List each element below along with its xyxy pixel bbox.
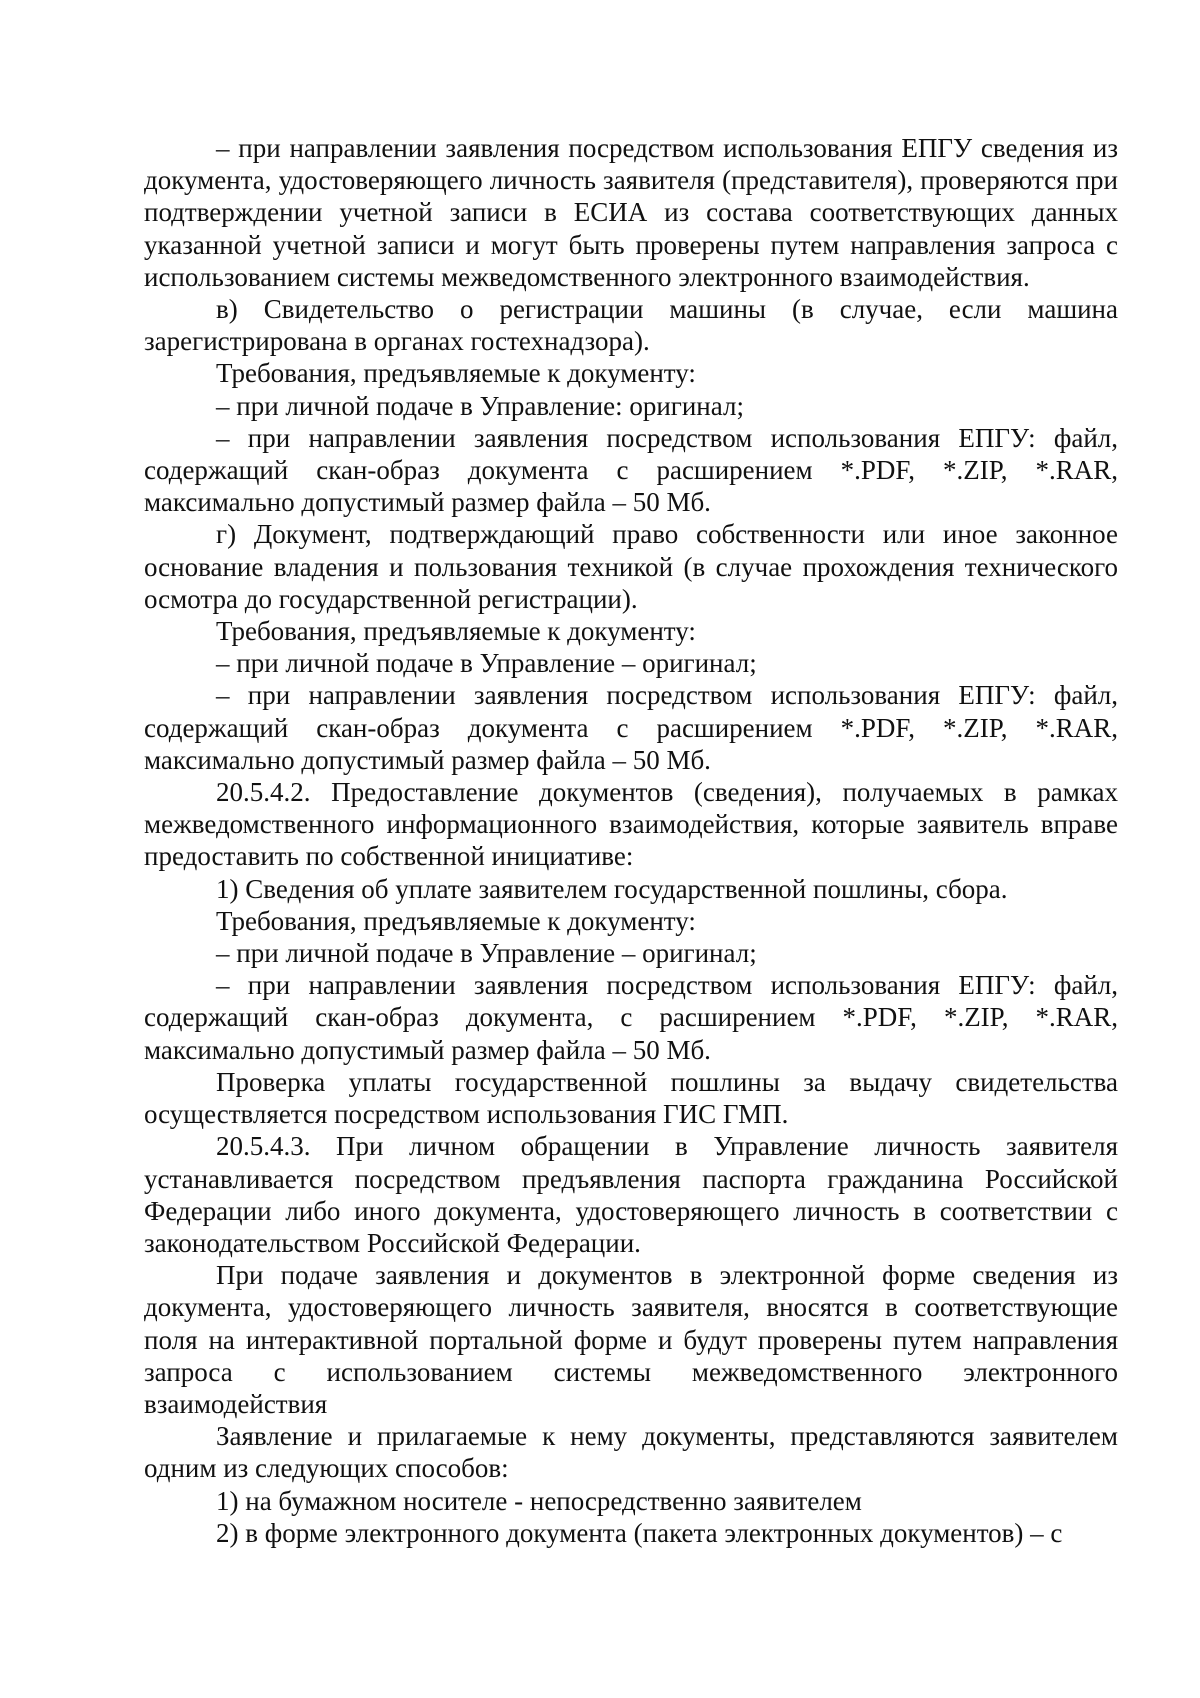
- paragraph-epgu-file-requirements: – при направлении заявления посредством использования ЕПГУ: файл, содержащий скан-образ документа, с расширением *.PDF, *.ZIP, *.RAR, максимально допустимый размер файла – 50 Мб.: [144, 970, 1118, 1065]
- paragraph-section-20-5-4-3: 20.5.4.3. При личном обращении в Управление личность заявителя устанавливается посредством предъявления паспорта гражданина Российской Федерации либо иного документа, удостоверяющего личность в соответствии с законодательством Российской Федерации.: [144, 1131, 1118, 1258]
- paragraph-method-2-electronic: 2) в форме электронного документа (пакета электронных документов) – с: [216, 1517, 1063, 1548]
- paragraph-requirements-heading: Требования, предъявляемые к документу:: [216, 905, 696, 936]
- paragraph-personal-submission: – при личной подаче в Управление – оригинал;: [216, 938, 757, 969]
- paragraph-section-20-5-4-2: 20.5.4.2. Предоставление документов (сведения), получаемых в рамках межведомственного информационного взаимодействия, которые заявитель вправе предоставить по собственной инициативе:: [144, 777, 1118, 872]
- paragraph-requirements-heading: Требования, предъявляемые к документу:: [216, 616, 696, 647]
- paragraph-method-1-paper: 1) на бумажном носителе - непосредственно заявителем: [216, 1485, 862, 1516]
- paragraph-item-1-fee-payment: 1) Сведения об уплате заявителем государственной пошлины, сбора.: [216, 873, 1008, 904]
- paragraph-epgu-identity-check: – при направлении заявления посредством использования ЕПГУ сведения из документа, удостоверяющего личность заявителя (представителя), проверяются при подтверждении учетной записи в ЕСИА из состава соответствующих данных указанной учетной записи и могут быть проверены путем направления запроса с использованием системы межведомственного электронного взаимодействия.: [144, 133, 1118, 292]
- paragraph-requirements-heading: Требования, предъявляемые к документу:: [216, 358, 696, 389]
- paragraph-personal-submission: – при личной подаче в Управление: оригинал;: [216, 390, 744, 421]
- paragraph-item-g-ownership-document: г) Документ, подтверждающий право собственности или иное законное основание владения и пользования техникой (в случае прохождения технического осмотра до государственной регистрации).: [144, 519, 1118, 614]
- paragraph-personal-submission: – при личной подаче в Управление – оригинал;: [216, 648, 757, 679]
- paragraph-fee-verification: Проверка уплаты государственной пошлины за выдачу свидетельства осуществляется посредством использования ГИС ГМП.: [144, 1066, 1118, 1130]
- paragraph-electronic-submission: При подаче заявления и документов в электронной форме сведения из документа, удостоверяющего личность заявителя, вносятся в соответствующие поля на интерактивной портальной форме и будут проверены путем направления запроса с использованием системы межведомственного электронного взаимодействия: [144, 1260, 1118, 1419]
- document-page: [144, 132, 1118, 1549]
- paragraph-epgu-file-requirements: – при направлении заявления посредством использования ЕПГУ: файл, содержащий скан-образ документа с расширением *.PDF, *.ZIP, *.RAR, максимально допустимый размер файла – 50 Мб.: [144, 680, 1118, 775]
- paragraph-epgu-file-requirements: – при направлении заявления посредством использования ЕПГУ: файл, содержащий скан-образ документа с расширением *.PDF, *.ZIP, *.RAR, максимально допустимый размер файла – 50 Мб.: [144, 422, 1118, 518]
- paragraph-item-v-registration-certificate: в) Свидетельство о регистрации машины (в случае, если машина зарегистрирована в органах гостехнадзора).: [144, 294, 1118, 357]
- paragraph-submission-methods: Заявление и прилагаемые к нему документы, представляются заявителем одним из следующих способов:: [144, 1421, 1118, 1484]
